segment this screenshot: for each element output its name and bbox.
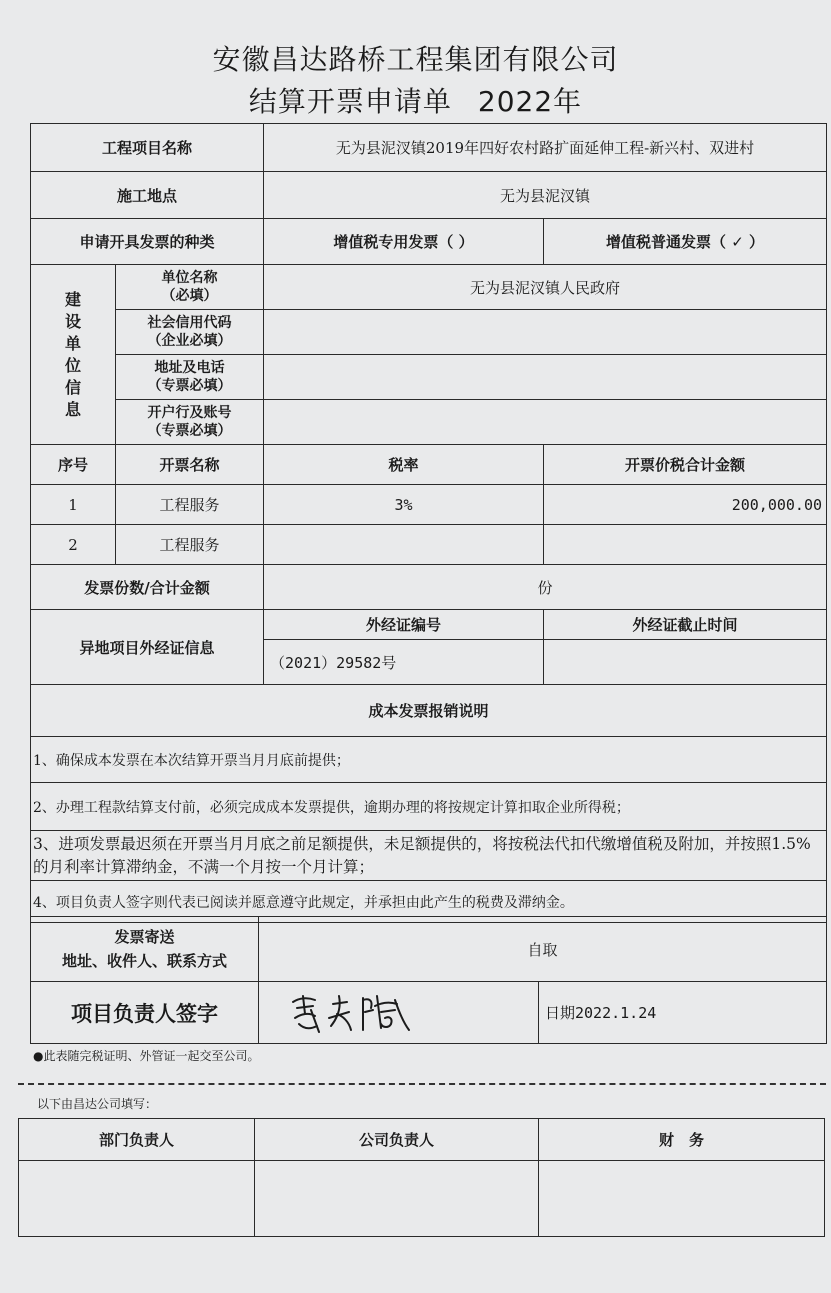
items-header-row — [31, 445, 827, 485]
item-no: 1 — [31, 485, 116, 525]
bank-account-label-text: 开户行及账号 — [147, 405, 232, 421]
bank-account-value — [264, 400, 827, 445]
permit-no-value: （2021）29582号 — [264, 640, 544, 685]
address-phone-label — [116, 355, 264, 400]
dept-head-sign — [19, 1161, 255, 1237]
delivery-label-line1: 发票寄送 — [114, 928, 175, 946]
note-item-4: 4、项目负责人签字则代表已阅读并愿意遵守此规定，并承担由此产生的税费及滞纳金。 — [31, 881, 827, 923]
item-amount: 200,000.00 — [544, 485, 827, 525]
builder-side-label — [31, 265, 116, 445]
company-head-header: 公司负责人 — [255, 1119, 539, 1161]
form-title — [0, 80, 831, 120]
unit-name-label-sub: （必填） — [161, 288, 218, 304]
invoice-type-normal: 增值税普通发票（ ✓ ） — [544, 219, 827, 265]
site-value: 无为县泥汊镇 — [264, 172, 827, 219]
item-no: 2 — [31, 525, 116, 565]
col-header-name: 开票名称 — [116, 445, 264, 485]
bank-account-label — [116, 400, 264, 445]
project-name-row — [31, 124, 827, 172]
credit-code-value — [264, 310, 827, 355]
notes-title: 成本发票报销说明 — [31, 685, 827, 737]
permit-header-row — [31, 610, 827, 640]
credit-code-label — [116, 310, 264, 355]
notes-title-row — [31, 685, 827, 737]
delivery-value: 自取 — [259, 917, 827, 982]
address-phone-label-sub: （专票必填） — [147, 378, 232, 394]
item-name: 工程服务 — [116, 485, 264, 525]
form-year: 2022年 — [477, 85, 583, 118]
note-row — [31, 831, 827, 881]
credit-code-label-sub: （企业必填） — [147, 333, 232, 349]
builder-row-3 — [31, 355, 827, 400]
note-item-1: 1、确保成本发票在本次结算开票当月月底前提供； — [31, 737, 827, 783]
delivery-label — [31, 917, 259, 982]
approval-sign-row — [19, 1161, 825, 1237]
signature-row — [31, 982, 827, 1044]
company-title: 安徽昌达路桥工程集团有限公司 — [212, 43, 619, 76]
delivery-signature-table — [30, 916, 827, 1044]
builder-side-char: 位 — [64, 355, 81, 375]
invoice-type-special: 增值税专用发票（ ） — [264, 219, 544, 265]
item-rate — [264, 525, 544, 565]
totals-label: 发票份数/合计金额 — [31, 565, 264, 610]
dashed-divider — [18, 1083, 826, 1085]
builder-side-char: 信 — [64, 377, 81, 397]
note-item-3: 3、进项发票最迟须在开票当月月底之前足额提供，未足额提供的，将按税法代扣代缴增值税及附加，并按照1.5%的月利率计算滞纳金，不满一个月按一个月计算； — [31, 831, 827, 881]
permit-no-header: 外经证编号 — [264, 610, 544, 640]
finance-header: 财 务 — [539, 1119, 825, 1161]
builder-row-4 — [31, 400, 827, 445]
table-row — [31, 525, 827, 565]
site-row — [31, 172, 827, 219]
note-row — [31, 737, 827, 783]
credit-code-label-text: 社会信用代码 — [147, 315, 232, 331]
project-name-value: 无为县泥汊镇2019年四好农村路扩面延伸工程-新兴村、双进村 — [264, 124, 827, 172]
handwritten-signature — [285, 988, 425, 1038]
item-rate: 3% — [264, 485, 544, 525]
bank-account-label-sub: （专票必填） — [147, 423, 232, 439]
builder-side-char: 单 — [64, 333, 81, 353]
application-table — [30, 123, 827, 923]
approval-header-row — [19, 1119, 825, 1161]
delivery-label-line2: 地址、收件人、联系方式 — [61, 952, 227, 970]
item-name: 工程服务 — [116, 525, 264, 565]
address-phone-value — [264, 355, 827, 400]
project-name-label: 工程项目名称 — [31, 124, 264, 172]
company-head-sign — [255, 1161, 539, 1237]
col-header-no: 序号 — [31, 445, 116, 485]
address-phone-label-text: 地址及电话 — [154, 360, 225, 376]
signature-date: 日期2022.1.24 — [539, 982, 827, 1044]
builder-row-2 — [31, 310, 827, 355]
delivery-row — [31, 917, 827, 982]
builder-side-char: 息 — [64, 399, 81, 419]
unit-name-value: 无为县泥汊镇人民政府 — [264, 265, 827, 310]
unit-name-label-text: 单位名称 — [161, 270, 218, 286]
permit-label: 异地项目外经证信息 — [31, 610, 264, 685]
col-header-rate: 税率 — [264, 445, 544, 485]
builder-side-char: 设 — [64, 311, 81, 331]
permit-deadline-value — [544, 640, 827, 685]
note-item-2: 2、办理工程款结算支付前，必须完成成本发票提供，逾期办理的将按规定计算扣取企业所得税； — [31, 783, 827, 831]
permit-deadline-header: 外经证截止时间 — [544, 610, 827, 640]
note-row — [31, 783, 827, 831]
site-label: 施工地点 — [31, 172, 264, 219]
item-amount — [544, 525, 827, 565]
form-title-text: 结算开票申请单 — [248, 85, 452, 118]
finance-sign — [539, 1161, 825, 1237]
dept-head-header: 部门负责人 — [19, 1119, 255, 1161]
totals-value — [264, 565, 827, 610]
unit-name-label — [116, 265, 264, 310]
builder-side-char: 建 — [64, 289, 81, 309]
approval-table — [18, 1118, 825, 1237]
footnote: ●此表随完税证明、外管证一起交至公司。 — [33, 1049, 260, 1063]
table-row — [31, 485, 827, 525]
signature-cell — [259, 982, 539, 1044]
invoice-type-row — [31, 219, 827, 265]
col-header-amount: 开票价税合计金额 — [544, 445, 827, 485]
below-section-label: 以下由昌达公司填写： — [37, 1097, 158, 1111]
signature-label: 项目负责人签字 — [31, 982, 259, 1044]
builder-row-1 — [31, 265, 827, 310]
count-unit: 份 — [537, 578, 553, 597]
totals-row — [31, 565, 827, 610]
invoice-type-label: 申请开具发票的种类 — [31, 219, 264, 265]
